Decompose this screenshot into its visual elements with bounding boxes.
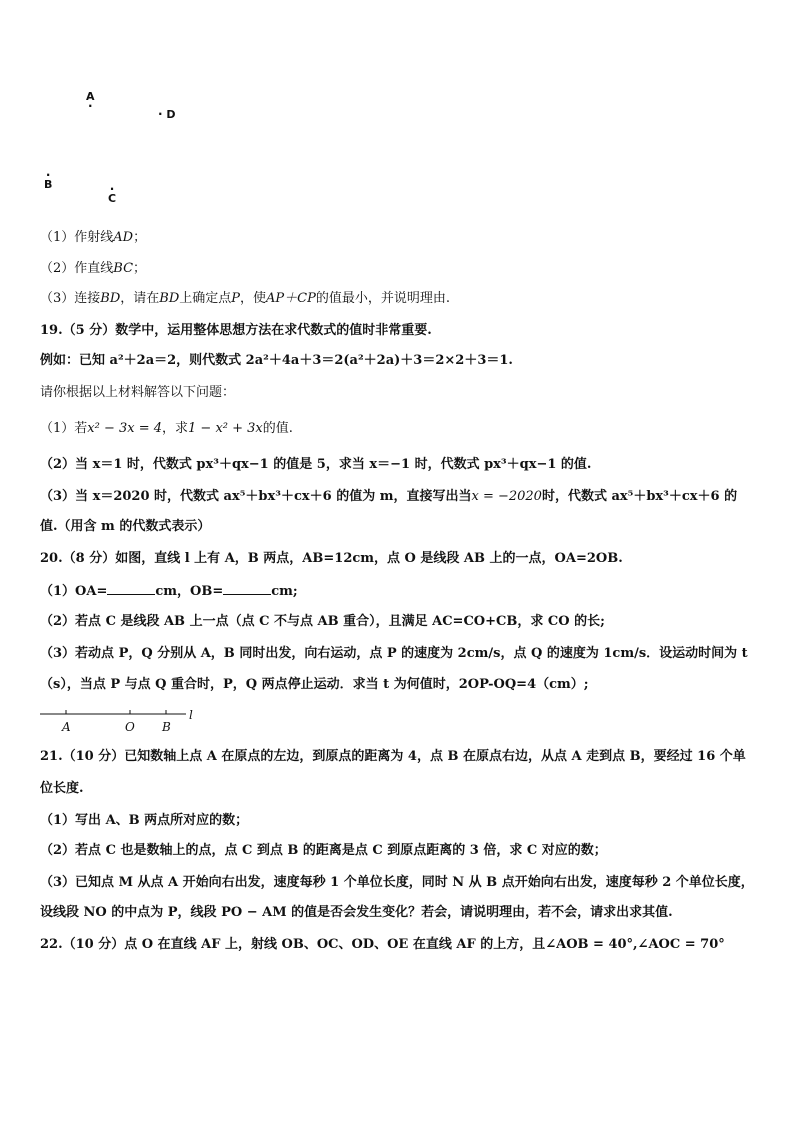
q20-title: 20.（8 分）如图，直线 l 上有 A，B 两点，AB=12cm，点 O 是线段 AB 上的一点，OA=2OB.: [40, 551, 623, 566]
q18-item-1-text: （1）作射线: [40, 230, 114, 245]
q18-item-3-var-4: AP＋CP: [266, 291, 316, 306]
point-D-label: D: [166, 108, 176, 121]
q18-item-3-text-e: 的值最小，并说明理由.: [315, 291, 451, 306]
q18-item-3-text-d: ，使: [240, 291, 267, 306]
number-line-figure: [40, 706, 210, 736]
q19-prompt: 请你根据以上材料解答以下问题：: [40, 385, 236, 400]
q20-item-2: （2）若点 C 是线段 AB 上一点（点 C 不与点 AB 重合），且满足 AC=CO+CB，求 CO 的长;: [40, 614, 605, 629]
q21-item-1: （1）写出 A、B 两点所对应的数；: [40, 813, 249, 828]
q19-item-1-expression: 1 − x² + 3x: [188, 421, 263, 436]
q18-item-3-var-1: BD: [100, 291, 121, 306]
q21-title-cont: 位长度.: [40, 781, 84, 796]
q20-item-1-text-c: cm;: [271, 584, 298, 599]
point-D: [158, 108, 176, 121]
q18-item-1-suffix: ；: [133, 230, 147, 245]
q19-item-1-text-b: ，求: [162, 421, 189, 436]
q19-item-3-text-a: （3）当 x＝2020 时，代数式 ax⁵＋bx³＋cx＋6 的值为 m，直接写出当: [40, 489, 472, 504]
q18-item-3-var-3: P: [231, 291, 241, 306]
point-D-dot: ·: [158, 107, 163, 121]
q20-blank-ob[interactable]: [223, 582, 271, 595]
q19-item-3: [40, 488, 760, 506]
q19-item-3-equation: x = −2020: [471, 489, 542, 504]
label-O: O: [125, 720, 135, 734]
q19-item-2: （2）当 x＝1 时，代数式 px³＋qx−1 的值是 5，求当 x＝−1 时，代数式 px³＋qx−1 的值.: [40, 457, 592, 472]
q18-item-2-text: （2）作直线: [40, 261, 114, 276]
q18-item-1-var: AD: [113, 230, 134, 245]
q19-example: 例如：已知 a²＋2a＝2，则代数式 2a²＋4a＋3＝2(a²＋2a)＋3＝2×2＋3＝1.: [40, 353, 513, 368]
q20-item-1-text-a: （1）OA=: [40, 584, 108, 599]
q18-item-3-text-c: 上确定点: [179, 291, 232, 306]
q20-item-1: [40, 582, 760, 601]
q18-item-2: [40, 260, 760, 278]
q18-item-3: [40, 290, 760, 308]
q20-item-1-text-b: cm，OB=: [155, 584, 224, 599]
q18-item-3-text-a: （3）连接: [40, 291, 101, 306]
q18-item-3-var-2: BD: [159, 291, 180, 306]
q19-item-1-text-a: （1）若: [40, 421, 88, 436]
q19-item-1: [40, 420, 760, 438]
point-C: [108, 182, 117, 205]
q18-item-3-text-b: ，请在: [120, 291, 160, 306]
q19-item-3-cont: 值.（用含 m 的代数式表示）: [40, 519, 211, 534]
point-A-label: A: [86, 90, 95, 103]
point-C-dot: ·: [109, 182, 115, 196]
point-A: [86, 90, 95, 113]
q20-item-3: （3）若动点 P，Q 分别从 A，B 同时出发，向右运动，点 P 的速度为 2cm/s，点 Q 的速度为 1cm/s．设运动时间为 t: [40, 646, 748, 661]
q19-item-3-text-b: 时，代数式 ax⁵＋bx³＋cx＋6 的: [541, 489, 738, 504]
point-B-dot: ·: [45, 168, 51, 182]
point-B: [44, 168, 53, 191]
label-l: l: [189, 708, 193, 722]
label-A: A: [62, 720, 71, 734]
q18-item-2-var: BC: [113, 261, 134, 276]
q19-item-1-text-c: 的值.: [262, 421, 293, 436]
q22-title: 22.（10 分）点 O 在直线 AF 上，射线 OB、OC、OD、OE 在直线 AF 的上方，且∠AOB = 40°,∠AOC = 70°: [40, 937, 725, 952]
point-C-label: C: [108, 192, 117, 205]
q20-blank-oa[interactable]: [107, 582, 155, 595]
q21-item-2: （2）若点 C 也是数轴上的点，点 C 到点 B 的距离是点 C 到原点距离的 3 倍，求 C 对应的数；: [40, 843, 607, 858]
q21-title: 21.（10 分）已知数轴上点 A 在原点的左边，到原点的距离为 4，点 B 在原点右边，从点 A 走到点 B，要经过 16 个单: [40, 749, 746, 764]
point-B-label: B: [44, 178, 53, 191]
q18-item-1: [40, 229, 760, 247]
label-B: B: [162, 720, 171, 734]
q21-item-3-cont: 设线段 NO 的中点为 P，线段 PO − AM 的值是否会发生变化？若会，请说明理由，若不会，请求出求其值.: [40, 905, 673, 920]
q18-item-2-suffix: ；: [133, 261, 147, 276]
point-A-dot: ·: [87, 99, 93, 113]
q21-item-3: （3）已知点 M 从点 A 开始向右出发，速度每秒 1 个单位长度，同时 N 从 B 点开始向右出发，速度每秒 2 个单位长度，: [40, 875, 754, 890]
q19-item-1-equation: x² − 3x = 4: [87, 421, 163, 436]
q19-title: 19.（5 分）数学中，运用整体思想方法在求代数式的值时非常重要.: [40, 323, 432, 338]
q20-item-3-cont: （s），当点 P 与点 Q 重合时，P，Q 两点停止运动．求当 t 为何值时，2OP-OQ=4（cm）;: [40, 677, 589, 692]
